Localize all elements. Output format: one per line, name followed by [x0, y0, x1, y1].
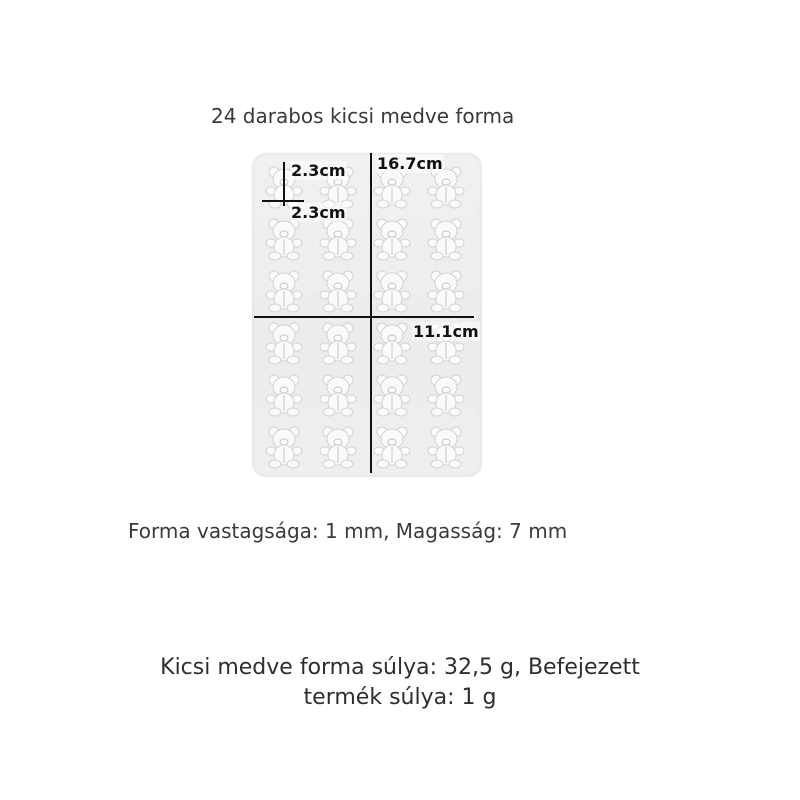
bear-icon	[318, 425, 358, 469]
weight-caption-line1: Kicsi medve forma súlya: 32,5 g, Befejezett	[160, 655, 640, 680]
mold-width-label: 11.1cm	[413, 322, 479, 341]
horizontal-divider-line	[254, 316, 474, 318]
cavity-width-line	[262, 200, 304, 202]
cavity-height-label: 2.3cm	[291, 161, 346, 180]
bear-icon	[426, 269, 466, 313]
vertical-divider-line	[370, 153, 372, 473]
bear-icon	[426, 217, 466, 261]
bear-icon	[372, 373, 412, 417]
bear-icon	[372, 269, 412, 313]
title-caption: 24 darabos kicsi medve forma	[211, 104, 515, 128]
bear-icon	[372, 321, 412, 365]
bear-icon	[264, 269, 304, 313]
bear-icon	[372, 425, 412, 469]
bear-icon	[264, 321, 304, 365]
bear-icon	[426, 373, 466, 417]
bear-icon	[318, 321, 358, 365]
cavity-width-label: 2.3cm	[291, 203, 346, 222]
bear-icon	[264, 425, 304, 469]
bear-icon	[264, 217, 304, 261]
bear-icon	[318, 269, 358, 313]
weight-caption-line2: termék súlya: 1 g	[303, 685, 497, 710]
bear-icon	[318, 217, 358, 261]
bear-icon	[264, 373, 304, 417]
bear-icon	[426, 425, 466, 469]
mold-length-label: 16.7cm	[377, 154, 443, 173]
bear-icon	[372, 217, 412, 261]
weight-caption	[100, 653, 700, 713]
bear-icon	[318, 373, 358, 417]
thickness-caption: Forma vastagsága: 1 mm, Magasság: 7 mm	[128, 519, 568, 543]
